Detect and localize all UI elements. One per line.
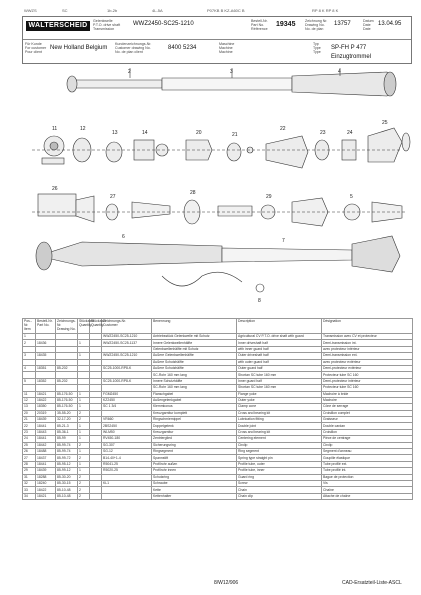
- table-cell: [90, 493, 102, 499]
- table-cell: R5041-25: [102, 461, 152, 467]
- table-cell: 18441: [36, 423, 56, 429]
- table-body: [23, 334, 413, 500]
- label-part-no: Bestell-Nr. Part No. Référence: [251, 19, 268, 32]
- table-cell: Double joint: [237, 423, 322, 429]
- table-cell: Klemmkonus: [152, 404, 237, 410]
- table-cell: Schraube: [152, 480, 237, 486]
- table-cell: 1: [78, 353, 90, 359]
- table-cell: Double cardan: [322, 423, 413, 429]
- customer-drawing-value: 8400 5234: [168, 45, 197, 51]
- table-cell: 85-176-50: [56, 397, 78, 403]
- table-cell: 1: [78, 468, 90, 474]
- parts-table: [22, 318, 413, 500]
- table-cell: Vis: [322, 480, 413, 486]
- table-cell: 1: [78, 423, 90, 429]
- table-cell: 32-17-20: [56, 417, 78, 423]
- table-cell: Centering element: [237, 436, 322, 442]
- table-cell: 1: [23, 334, 36, 340]
- table-cell: 34: [23, 493, 36, 499]
- table-cell: Outer driveshaft half: [237, 353, 322, 359]
- callout-label: 12: [80, 126, 86, 132]
- table-cell: Außengelenkgabel: [152, 397, 237, 403]
- table-cell: 85-176-50: [56, 391, 78, 397]
- table-cell: Spring type straight pin: [237, 455, 322, 461]
- column-header: Benennung: [152, 319, 237, 334]
- table-cell: 85-99-72: [56, 455, 78, 461]
- table-cell: Ringschmiernippel: [152, 417, 237, 423]
- callout-label: 24: [347, 130, 353, 136]
- table-cell: Inner driveshaft half: [237, 340, 322, 346]
- table-cell: 1: [78, 397, 90, 403]
- drive-shaft-value: WWZ2450-SC25-1210: [133, 21, 194, 27]
- table-cell: WWZ2450-SC25-1137: [102, 340, 152, 346]
- table-cell: B14-40+1-4: [102, 455, 152, 461]
- table-cell: Profile tube, outer: [237, 461, 322, 467]
- table-cell: 18288: [36, 474, 56, 480]
- table-cell: 85-21-3: [56, 423, 78, 429]
- table-cell: 18437: [36, 455, 56, 461]
- table-cell: Kette: [152, 487, 237, 493]
- table-cell: 27: [23, 455, 36, 461]
- table-cell: Cross and bearing kit: [237, 429, 322, 435]
- table-cell: 3: [23, 353, 36, 359]
- label-customer: Für Kunde For customer Pour client: [25, 42, 47, 55]
- callout-label: 27: [110, 194, 116, 200]
- table-cell: 22: [23, 423, 36, 429]
- table-row: [23, 493, 413, 499]
- table-cell: KL1: [102, 480, 152, 486]
- table-cell: avec protecteur extérieur: [322, 359, 413, 365]
- table-cell: 2: [78, 480, 90, 486]
- table-cell: avec protecteur intérieur: [322, 346, 413, 352]
- callout-label: 13: [112, 130, 118, 136]
- table-cell: 2: [78, 474, 90, 480]
- table-cell: Shortan SC tube 160 mm: [237, 385, 322, 391]
- table-cell: Kreuzgarnitur: [152, 429, 237, 435]
- top-code: P07KB B KZ-A60C B: [207, 8, 245, 13]
- table-cell: Tube profilé int.: [322, 468, 413, 474]
- table-cell: 85-99-74: [56, 442, 78, 448]
- part-no-value: 19345: [276, 21, 296, 28]
- table-cell: Profile tube, inner: [237, 468, 322, 474]
- table-cell: FGM2450: [102, 391, 152, 397]
- table-cell: Machoire à bride: [322, 391, 413, 397]
- callout-label: 2: [128, 69, 131, 75]
- column-header: Stückzahl Quantity: [78, 319, 90, 334]
- table-cell: Kettenhalter: [152, 493, 237, 499]
- table-cell: WWZ2450-SC25-1210: [102, 334, 152, 340]
- table-cell: 18441: [36, 461, 56, 467]
- top-code: 1b-2b: [107, 8, 118, 13]
- table-cell: Spannstift: [152, 455, 237, 461]
- table-cell: Lubrication fitting: [237, 417, 322, 423]
- table-cell: 1: [78, 436, 90, 442]
- table-cell: Transmission avec CV et protecteur: [322, 334, 413, 340]
- table-cell: 18442: [36, 442, 56, 448]
- table-cell: 2: [78, 455, 90, 461]
- table-cell: Protecteur tube SC 160: [322, 372, 413, 378]
- table-cell: 1: [78, 429, 90, 435]
- table-cell: 18435: [36, 353, 56, 359]
- table-cell: 11: [23, 391, 36, 397]
- column-header: Désignation: [322, 319, 413, 334]
- callout-label: 5: [350, 194, 353, 200]
- table-header-row: [23, 319, 413, 334]
- table-cell: Tube profilé ext.: [322, 461, 413, 467]
- table-cell: 1: [78, 461, 90, 467]
- date-value: 13.04.95: [378, 21, 402, 27]
- callout-label: 11: [52, 126, 58, 132]
- table-cell: 1: [78, 449, 90, 455]
- table-cell: 1: [78, 340, 90, 346]
- table-cell: 18422: [36, 397, 56, 403]
- table-cell: Clamp cone: [237, 404, 322, 410]
- table-cell: Innere Gelenkwellenhälfte: [152, 340, 237, 346]
- table-cell: 2BS2450: [102, 423, 152, 429]
- table-cell: 85-202: [56, 365, 78, 371]
- table-cell: 18439: [36, 417, 56, 423]
- table-cell: Demi-protecteur extérieur: [322, 365, 413, 371]
- table-cell: Sicherungsring: [152, 442, 237, 448]
- table-cell: 85-10-48: [56, 493, 78, 499]
- table-cell: 85-30-15: [56, 480, 78, 486]
- callout-label: 25: [382, 120, 388, 126]
- table-cell: Bague de protection: [322, 474, 413, 480]
- table-cell: 13: [23, 404, 36, 410]
- table-cell: Flange yoke: [237, 391, 322, 397]
- table-cell: Demi-protecteur intérieur: [322, 378, 413, 384]
- table-cell: 4: [23, 365, 36, 371]
- table-cell: 85-202: [56, 378, 78, 384]
- table-cell: SC-Rohr 160 mm lang: [152, 385, 237, 391]
- table-cell: Protecteur tube SC 160: [322, 385, 413, 391]
- table-cell: Agricultural CV P.T.O. drive shaft with guard: [237, 334, 322, 340]
- table-cell: Ringsegment: [152, 449, 237, 455]
- label-drawing-no: Zeichnung Nr. Drawing No. No. de plan: [305, 19, 328, 32]
- table-cell: Demi-transmission int.: [322, 340, 413, 346]
- table-cell: Äußere Schutzhälfte: [152, 365, 237, 371]
- column-header: Zeichnungs-Nr. Customer: [102, 319, 152, 334]
- table-cell: SC-Rohr 160 mm lang: [152, 372, 237, 378]
- table-cell: 18422: [36, 487, 56, 493]
- table-cell: Zentrierglied: [152, 436, 237, 442]
- table-cell: Demi-transmission ext.: [322, 353, 413, 359]
- table-cell: Kreuzgarnitur komplett: [152, 410, 237, 416]
- table-cell: 33: [23, 487, 36, 493]
- table-cell: Machoire: [322, 397, 413, 403]
- table-cell: Segment d'anneau: [322, 449, 413, 455]
- table-cell: 20319: [36, 410, 56, 416]
- table-cell: Outer guard half: [237, 365, 322, 371]
- table-cell: Goupille élastique: [322, 455, 413, 461]
- table-cell: SC25-1000-RP8-K: [102, 365, 152, 371]
- callout-label: 22: [280, 126, 286, 132]
- table-cell: 2: [78, 487, 90, 493]
- table-cell: with inner guard half: [237, 346, 322, 352]
- table-cell: 2: [23, 340, 36, 346]
- table-cell: Circlip: [237, 442, 322, 448]
- table-cell: Screw: [237, 480, 322, 486]
- table-cell: 85-99-12: [56, 468, 78, 474]
- table-cell: Guard ring: [237, 474, 322, 480]
- table-cell: Outer yoke: [237, 397, 322, 403]
- table-cell: 85-30-20: [56, 474, 78, 480]
- label-machine: Maschine Machine Machine: [219, 42, 235, 55]
- table-cell: 18488: [36, 449, 56, 455]
- table-cell: 26: [23, 449, 36, 455]
- table-cell: R5020-25: [102, 468, 152, 474]
- type-value: SP-FH P 477: [331, 45, 367, 51]
- callout-label: 4: [338, 69, 341, 75]
- table-cell: 32: [23, 480, 36, 486]
- column-header: Pos.-Nr. Item: [23, 319, 36, 334]
- table-cell: Gelenkwellenhälfte mit Schutz: [152, 346, 237, 352]
- table-cell: 24: [23, 436, 36, 442]
- table-cell: 25: [23, 442, 36, 448]
- top-code: WWZS: [24, 8, 37, 13]
- table-cell: 18351: [36, 365, 56, 371]
- table-cell: Profilrohr innen: [152, 468, 237, 474]
- table-cell: SC25-1000-RP8-K: [102, 378, 152, 384]
- top-code: 4L-5A: [152, 8, 163, 13]
- callout-label: 23: [320, 130, 326, 136]
- table-cell: 18350: [36, 404, 56, 410]
- table-cell: Attache de chaîne: [322, 493, 413, 499]
- table-cell: Graisseur: [322, 417, 413, 423]
- document-sheet: [22, 6, 412, 588]
- table-cell: SC 1 3/4: [102, 404, 152, 410]
- table-cell: Schutzring: [152, 474, 237, 480]
- table-cell: Cross and bearing kit: [237, 410, 322, 416]
- table-cell: 18421: [36, 493, 56, 499]
- table-cell: VR660: [102, 417, 152, 423]
- table-cell: 18439: [36, 468, 56, 474]
- table-cell: Flanschgabel: [152, 391, 237, 397]
- callout-label: 21: [232, 132, 238, 138]
- table-cell: WLM50: [102, 429, 152, 435]
- table-cell: 31: [23, 474, 36, 480]
- table-cell: 23: [23, 429, 36, 435]
- table-cell: Chaîne: [322, 487, 413, 493]
- subtitle-value: Einzugtrommel: [331, 54, 372, 60]
- drawing-no-value: 13757: [334, 21, 351, 27]
- table-cell: 21: [23, 417, 36, 423]
- table-cell: Inner guard half: [237, 378, 322, 384]
- callout-label: 6: [122, 234, 125, 240]
- table-cell: Antriebsstück Gelenkwelle mit Schutz: [152, 334, 237, 340]
- table-cell: 12: [23, 397, 36, 403]
- column-header: Zeichnungs-Nr. Drawing No.: [56, 319, 78, 334]
- table-cell: 85-36-1: [56, 429, 78, 435]
- table-cell: Ring segment: [237, 449, 322, 455]
- callout-label: 20: [196, 130, 202, 136]
- table-cell: 20: [23, 410, 36, 416]
- table-cell: Chain clip: [237, 493, 322, 499]
- label-type: Typ Type Type: [313, 42, 321, 55]
- table-cell: 1: [78, 404, 90, 410]
- callout-label: 29: [266, 194, 272, 200]
- exploded-drawing: [22, 66, 412, 312]
- table-cell: Pièce de centrage: [322, 436, 413, 442]
- table-cell: 18443: [36, 429, 56, 435]
- table-cell: 1: [78, 391, 90, 397]
- table-cell: Profilrohr außen: [152, 461, 237, 467]
- label-drive-shaft: Gelenkwelle P.T.O. drive shaft Transmission: [93, 19, 121, 32]
- footer-doc-code: 8/W12/906: [214, 580, 239, 586]
- table-cell: 2: [78, 410, 90, 416]
- table-cell: 85-99-74: [56, 449, 78, 455]
- table-cell: WWZ2450-SC25-1210: [102, 353, 152, 359]
- callout-label: 8: [258, 298, 261, 304]
- top-code-row: [22, 6, 412, 16]
- title-block: [22, 16, 412, 64]
- table-cell: Croisillon complet: [322, 410, 413, 416]
- table-cell: Croisillon: [322, 429, 413, 435]
- divider: [23, 39, 411, 40]
- table-cell: SG-307: [102, 442, 152, 448]
- callout-label: 26: [52, 186, 58, 192]
- table-cell: Doppelgelenk: [152, 423, 237, 429]
- table-cell: 2: [78, 442, 90, 448]
- label-date: Datum Date Date: [363, 19, 374, 32]
- table-cell: RV450-180: [102, 436, 152, 442]
- parts-list: [22, 318, 412, 500]
- table-cell: with outer guard half: [237, 359, 322, 365]
- column-header: Stückzahl Quantity: [90, 319, 102, 334]
- table-cell: KZ2450: [102, 397, 152, 403]
- top-code: RP 8 K RP 8 K: [312, 8, 339, 13]
- callout-label: 28: [190, 190, 196, 196]
- table-cell: 2: [78, 417, 90, 423]
- column-header: Description: [237, 319, 322, 334]
- table-cell: Shortan SC tube 160 mm: [237, 372, 322, 378]
- table-cell: 2: [78, 493, 90, 499]
- callout-label: 14: [142, 130, 148, 136]
- table-cell: 18240: [36, 480, 56, 486]
- top-code: SC: [62, 8, 68, 13]
- table-cell: SG-12: [102, 449, 152, 455]
- label-customer-drawing: Kundenzeichnungs-Nr. Customer drawing No. No. de plan client: [115, 42, 152, 55]
- callout-label: 3: [230, 69, 233, 75]
- table-cell: 18352: [36, 378, 56, 384]
- table-cell: Innere Schutzhälfte: [152, 378, 237, 384]
- brand-logo: WALTERSCHEID: [26, 21, 90, 31]
- table-cell: 18421: [36, 391, 56, 397]
- table-cell: 35-55-20: [56, 410, 78, 416]
- table-cell: 28: [23, 461, 36, 467]
- table-cell: 18441: [36, 436, 56, 442]
- table-cell: Äußere Gelenkwellenhälfte: [152, 353, 237, 359]
- table-cell: 85-176-50: [56, 404, 78, 410]
- footer-cad-label: CAD-Ersatzteil-Liste-ASCL: [342, 580, 402, 586]
- table-cell: Cône de serrage: [322, 404, 413, 410]
- column-header: Bestell-Nr. Part No.: [36, 319, 56, 334]
- callout-label: 7: [282, 238, 285, 244]
- table-cell: [102, 493, 152, 499]
- table-cell: 85-99: [56, 436, 78, 442]
- customer-value: New Holland Belgium: [50, 45, 108, 51]
- table-cell: 85-95-12: [56, 461, 78, 467]
- table-cell: Äußere Schutzhälfte: [152, 359, 237, 365]
- table-cell: 18436: [36, 340, 56, 346]
- table-cell: 29: [23, 468, 36, 474]
- table-cell: Chain: [237, 487, 322, 493]
- table-cell: Circlip: [322, 442, 413, 448]
- table-cell: 5: [23, 378, 36, 384]
- table-cell: 85-10-48: [56, 487, 78, 493]
